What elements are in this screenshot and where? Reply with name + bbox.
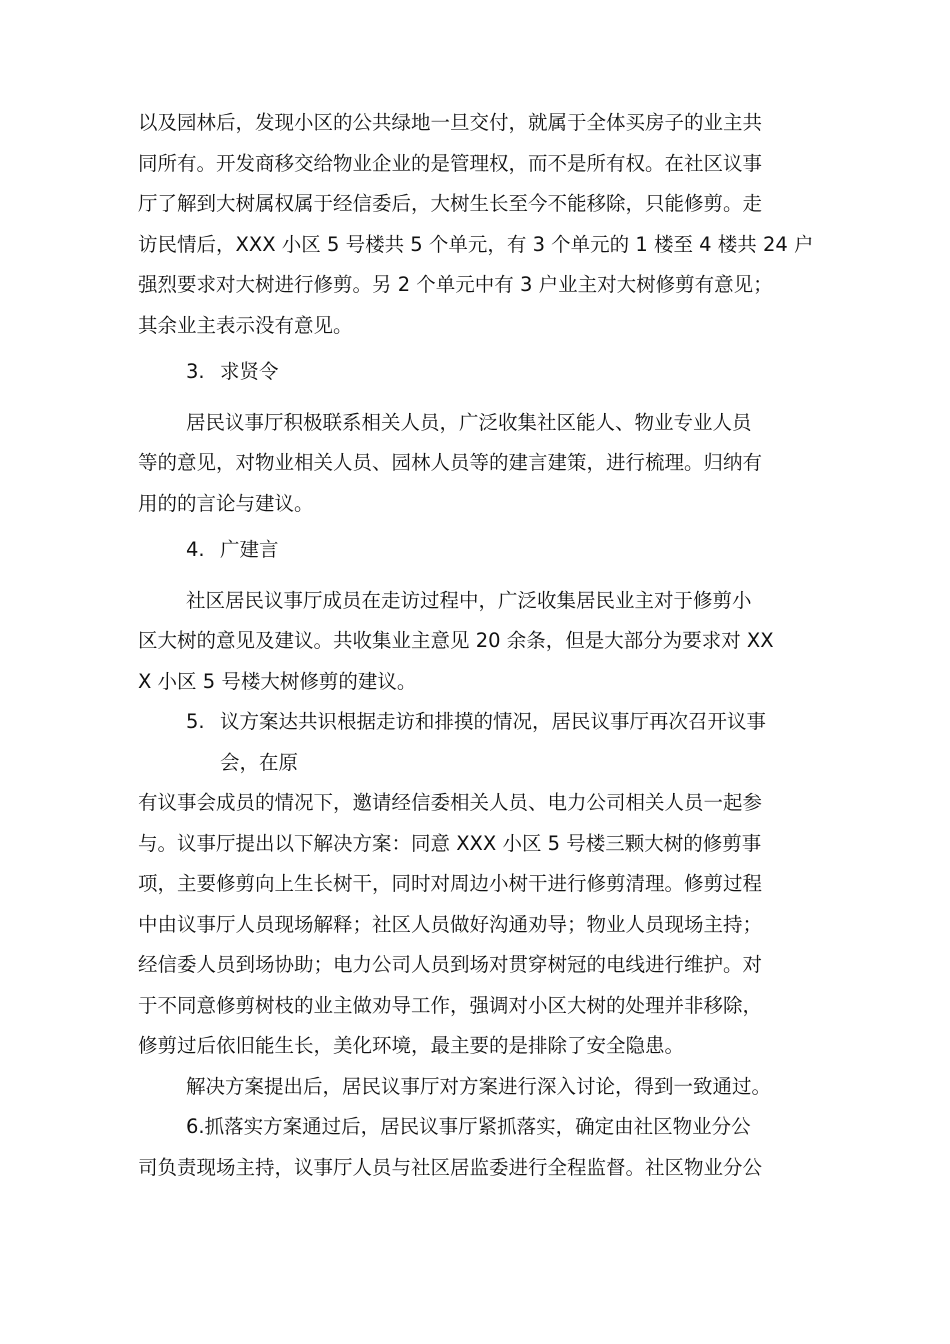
- section-title: 广建言: [220, 538, 279, 561]
- text-line: 同所有。开发商移交给物业企业的是管理权，而不是所有权。在社区议事: [138, 151, 763, 175]
- text-line: 于不同意修剪树枝的业主做劝导工作，强调对小区大树的处理并非移除，: [138, 993, 763, 1017]
- text-line: 居民议事厅积极联系相关人员，广泛收集社区能人、物业专业人员: [186, 410, 752, 434]
- text-line: X 小区 5 号楼大树修剪的建议。: [138, 669, 417, 693]
- section-title-continuation: 会，在原: [220, 750, 299, 774]
- section-number: 5.: [186, 710, 205, 733]
- text-line: 访民情后，XXX 小区 5 号楼共 5 个单元，有 3 个单元的 1 楼至 4 楼共 24 户: [138, 232, 814, 256]
- document-page: [138, 103, 822, 1188]
- text-line: 其余业主表示没有意见。: [138, 313, 353, 337]
- paragraph-solution: [138, 783, 822, 1067]
- text-line: 以及园林后，发现小区的公共绿地一旦交付，就属于全体买房子的业主共: [138, 111, 763, 134]
- text-line: 社区居民议事厅成员在走访过程中，广泛收集居民业主对于修剪小: [186, 588, 752, 612]
- section-heading-3: [138, 352, 822, 393]
- section-title: 求贤令: [220, 360, 279, 383]
- text-line: 等的意见，对物业相关人员、园林人员等的建言建策，进行梳理。归纳有: [138, 451, 763, 474]
- section-heading-5: [138, 702, 822, 743]
- section-number: 4.: [186, 538, 205, 561]
- text-line: 厅了解到大树属权属于经信委后，大树生长至今不能移除，只能修剪。走: [138, 192, 763, 215]
- text-line: 6.抓落实方案通过后，居民议事厅紧抓落实，确定由社区物业分公: [186, 1115, 751, 1138]
- text-line: 解决方案提出后，居民议事厅对方案进行深入讨论，得到一致通过。: [186, 1074, 772, 1098]
- text-line: 中由议事厅人员现场解释；社区人员做好沟通劝导；物业人员现场主持；: [138, 912, 763, 936]
- text-line: 项，主要修剪向上生长树干，同时对周边小树干进行修剪清理。修剪过程: [138, 872, 763, 895]
- paragraph-ownership: [138, 103, 822, 346]
- section-number: 3.: [186, 360, 205, 383]
- text-line: 与。议事厅提出以下解决方案：同意 XXX 小区 5 号楼三颗大树的修剪事: [138, 831, 762, 855]
- paragraph-approval: [138, 1067, 822, 1108]
- text-line: 经信委人员到场协助；电力公司人员到场对贯穿树冠的电线进行维护。对: [138, 953, 763, 976]
- text-line: 有议事会成员的情况下，邀请经信委相关人员、电力公司相关人员一起参: [138, 791, 763, 814]
- section-title: 议方案达共识根据走访和排摸的情况，居民议事厅再次召开议事: [220, 710, 767, 733]
- text-line: 用的的言论与建议。: [138, 491, 314, 515]
- text-line: 司负责现场主持，议事厅人员与社区居监委进行全程监督。社区物业分公: [138, 1155, 763, 1179]
- text-line: 强烈要求对大树进行修剪。另 2 个单元中有 3 户业主对大树修剪有意见；: [138, 273, 773, 296]
- section-heading-4: [138, 530, 822, 571]
- section-heading-5-continuation: [138, 743, 822, 784]
- paragraph-talent: [138, 403, 822, 525]
- paragraph-implementation: [138, 1107, 822, 1188]
- text-line: 修剪过后依旧能生长，美化环境，最主要的是排除了安全隐患。: [138, 1034, 685, 1057]
- text-line: 区大树的意见及建议。共收集业主意见 20 余条，但是大部分为要求对 XX: [138, 629, 774, 652]
- paragraph-suggestions: [138, 581, 822, 703]
